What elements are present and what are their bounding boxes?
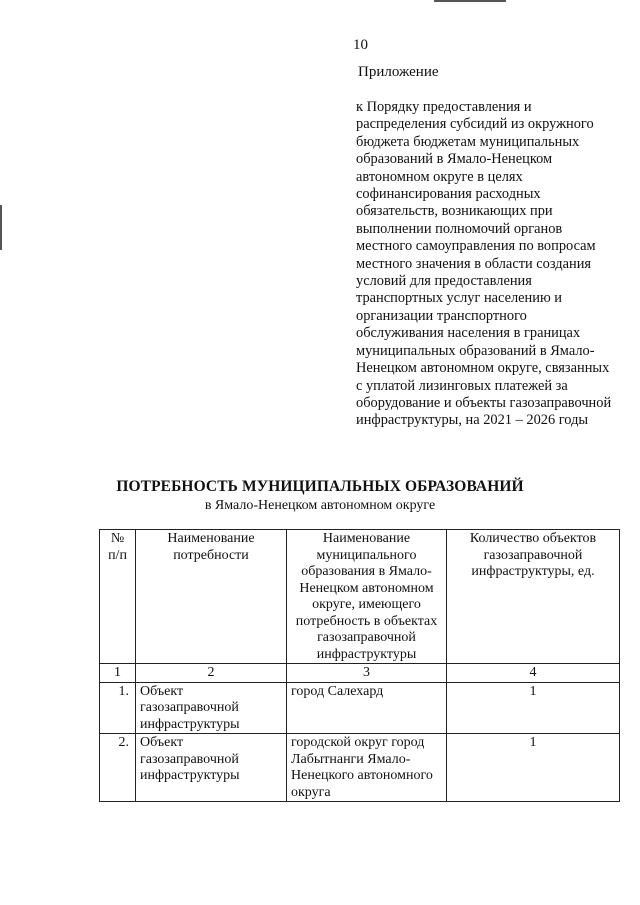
row-need: Объект газозаправочной инфраструктуры: [136, 734, 287, 802]
table-row: [100, 682, 620, 734]
page-number: 10: [353, 37, 368, 53]
row-count: 1: [447, 734, 620, 802]
column-number: 4: [447, 664, 620, 683]
column-number: 2: [136, 664, 287, 683]
table-row: [100, 734, 620, 802]
row-municipality: городской округ город Лабытнанги Ямало-Ненецкого автономного округа: [287, 734, 447, 802]
row-count: 1: [447, 682, 620, 734]
document-title: ПОТРЕБНОСТЬ МУНИЦИПАЛЬНЫХ ОБРАЗОВАНИЙ: [116, 478, 524, 495]
scan-edge-mark-left: [0, 205, 2, 250]
needs-table: [99, 529, 620, 802]
header-number: № п/п: [100, 530, 136, 664]
table-header-row: [100, 530, 620, 664]
row-need: Объект газозаправочной инфраструктуры: [136, 682, 287, 734]
scan-edge-mark-top: [434, 0, 506, 2]
document-subtitle: в Ямало-Ненецком автономном округе: [204, 498, 436, 513]
row-municipality: город Салехард: [287, 682, 447, 734]
header-municipality: Наименование муниципального образования в Ямало-Ненецком автономном округе, имеющего потребность в объектах газозаправочной инфраструктуры: [287, 530, 447, 664]
appendix-label: Приложение: [358, 64, 439, 80]
column-number: 1: [100, 664, 136, 683]
column-number: 3: [287, 664, 447, 683]
table-column-numbers-row: [100, 664, 620, 683]
header-count: Количество объектов газозаправочной инфраструктуры, ед.: [447, 530, 620, 664]
appendix-text: к Порядку предоставления и распределения субсидий из окружного бюджета бюджетам муниципальных образований в Ямало-Ненецком автономном округе в целях софинансирования расходных обязательств, возникающих при выполнении полномочий органов местного самоуправления по вопросам местного значения в области создания условий для предоставления транспортных услуг населению и организации транспортного обслуживания населения в границах муниципальных образований в Ямало-Ненецком автономном округе, связанных с уплатой лизинговых платежей за оборудование и объекты газозаправочной инфраструктуры, на 2021 – 2026 годы: [356, 99, 612, 429]
header-need: Наименование потребности: [136, 530, 287, 664]
row-number: 2.: [100, 734, 136, 802]
row-number: 1.: [100, 682, 136, 734]
